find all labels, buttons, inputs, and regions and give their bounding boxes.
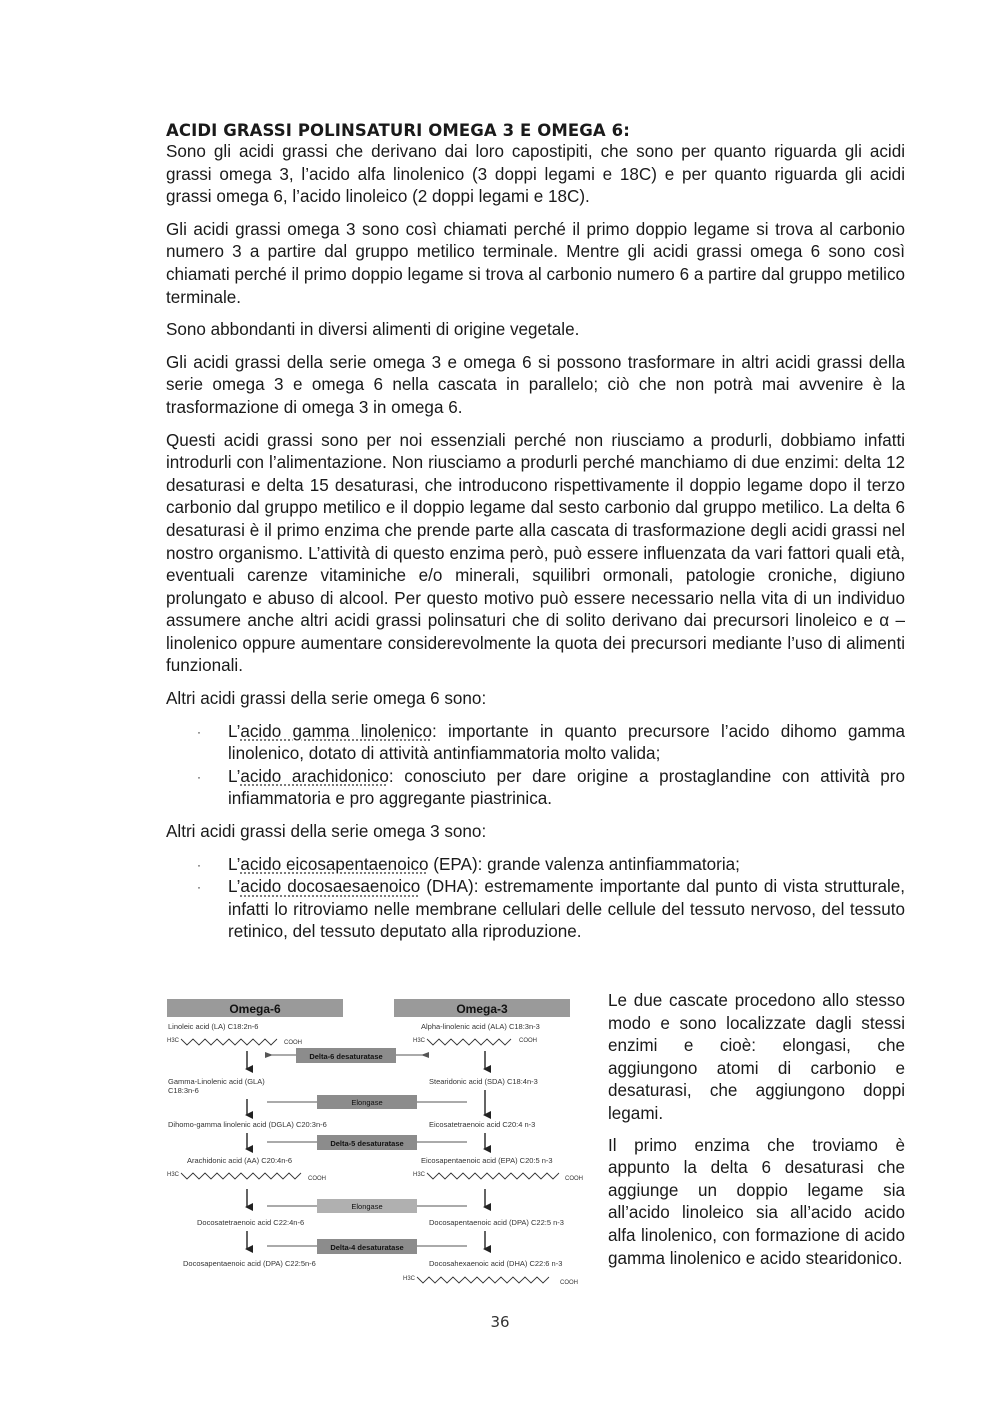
omega6-step-la: Linoleic acid (LA) C18:2n-6 <box>168 1022 259 1031</box>
omega3-header: Omega-3 <box>456 1002 508 1016</box>
list-item <box>166 766 905 811</box>
paragraph-1: Sono gli acidi grassi che derivano dai loro capostipiti, che sono per quanto riguarda gli acidi grassi omega 3, l’acido alfa linolenico (3 doppi legami e 18C) e per quanto riguarda gli acidi grassi omega 6, l’acido linoleico (2 doppi legami e 18C). <box>166 142 905 207</box>
omega6-intro: Altri acidi grassi della serie omega 6 sono: <box>166 689 487 709</box>
paragraph-2: Gli acidi grassi omega 3 sono così chiamati perché il primo doppio legame si trova al carbonio numero 3 a partire dal gruppo metilico terminale. Mentre gli acidi grassi omega 6 sono così chiamati perché il primo doppio legame si trova al carbonio numero 6 a partire dal gruppo metilico terminale. <box>166 219 905 307</box>
item-prefix: L’ <box>228 877 241 897</box>
dha-chain <box>417 1277 549 1283</box>
item-text: (EPA): grande valenza antinfiammatoria; <box>428 854 740 874</box>
omega3-step-sda: Stearidonic acid (SDA) C18:4n-3 <box>429 1077 538 1086</box>
fatty-acid-cascade-diagram <box>167 993 591 1292</box>
methyl-label: H3C <box>413 1038 426 1044</box>
methyl-label: H3C <box>413 1172 426 1178</box>
paragraph-3: Sono abbondanti in diversi alimenti di origine vegetale. <box>166 320 580 340</box>
omega3-step-ala: Alpha-linolenic acid (ALA) C18:3n-3 <box>421 1022 540 1031</box>
bullet: · <box>197 857 201 872</box>
item-text: : importante in quanto precursore l’acido dihomo gamma linolenico, dotato di attività antinfiammatoria molto valida; <box>228 721 905 764</box>
item-prefix: L’ <box>228 721 241 741</box>
omega6-step-gla: Gamma-Linolenic acid (GLA) <box>168 1077 265 1086</box>
carboxyl-label: COOH <box>519 1038 537 1044</box>
methyl-label: H3C <box>167 1038 180 1044</box>
glossary-link[interactable]: acido eicosapentaenoico <box>240 854 429 874</box>
omega6-step-dgla: Dihomo-gamma linolenic acid (DGLA) C20:3n-6 <box>168 1120 327 1129</box>
enzyme-elongase-1: Elongase <box>351 1098 383 1107</box>
carboxyl-label: COOH <box>565 1176 583 1182</box>
omega6-step-aa: Arachidonic acid (AA) C20:4n-6 <box>187 1156 293 1165</box>
page-number: 36 <box>490 1313 510 1331</box>
bullet: · <box>197 769 201 784</box>
omega6-step-gla-formula: C18:3n-6 <box>168 1086 199 1095</box>
item-text: (DHA): estremamente importante dal punto di vista strutturale, infatti lo ritroviamo nelle membrane cellulari delle cellule del tessuto nervoso, del tessuto retinico, del tessuto deputato alla riproduzione. <box>228 877 906 942</box>
ala-chain <box>427 1039 511 1045</box>
carboxyl-label: COOH <box>284 1040 302 1046</box>
omega3-step-dha: Docosahexaenoic acid (DHA) C22:6 n-3 <box>429 1259 563 1268</box>
omega3-intro: Altri acidi grassi della serie omega 3 sono: <box>166 822 487 842</box>
glossary-link[interactable]: acido gamma linolenico <box>240 721 432 741</box>
omega6-step-dpa: Docosapentaenoic acid (DPA) C22:5n-6 <box>183 1259 316 1268</box>
omega3-step-dpa: Docosapentaenoic acid (DPA) C22:5 n-3 <box>429 1218 564 1227</box>
enzyme-delta6: Delta-6 desaturatase <box>309 1052 383 1061</box>
carboxyl-label: COOH <box>560 1280 578 1286</box>
omega6-step-adrenic: Docosatetraenoic acid C22:4n-6 <box>197 1218 305 1227</box>
omega3-list <box>166 854 905 944</box>
enzyme-delta4: Delta-4 desaturatase <box>330 1243 404 1252</box>
bullet: · <box>197 724 201 739</box>
paragraph-4: Gli acidi grassi della serie omega 3 e omega 6 si possono trasformare in altri acidi grassi della serie omega 3 e omega 6 nella cascata in parallelo; ciò che non potrà mai avvenire è la trasformazione di omega 3 in omega 6. <box>166 352 905 417</box>
glossary-link[interactable]: acido arachidonico <box>240 766 389 786</box>
item-text: : conosciuto per dare origine a prostaglandine con attività pro infiammatoria e pro aggregante piastrinica. <box>228 766 905 809</box>
list-item <box>166 876 905 944</box>
omega6-list <box>166 721 905 811</box>
carboxyl-label: COOH <box>308 1176 326 1182</box>
methyl-label: H3C <box>403 1276 416 1282</box>
bullet: · <box>197 880 201 895</box>
la-chain <box>181 1039 277 1045</box>
item-prefix: L’ <box>228 766 241 786</box>
side-paragraph-2: Il primo enzima che troviamo è appunto la delta 6 desaturasi che aggiunge un doppio legame sia all’acido linoleico sia all’acido acido alfa linolenico, con formazione di acido gamma linolenico e acido stearidonico. <box>608 1135 905 1268</box>
omega6-header: Omega-6 <box>229 1002 281 1016</box>
side-text <box>608 990 905 1279</box>
section-heading: ACIDI GRASSI POLINSATURI OMEGA 3 E OMEGA 6: <box>166 121 630 140</box>
paragraph-5: Questi acidi grassi sono per noi essenziali perché non riusciamo a produrli, dobbiamo infatti introdurli con l’alimentazione. Non riusciamo a produrli perché manchiamo di due enzimi: delta 12 desaturasi e delta 15 desaturasi, che introducono rispettivamente il doppio legame dopo il terzo carbonio dal gruppo metilico e il doppio legame dal sesto carbonio dal gruppo metilico. La delta 6 desaturasi è il primo enzima che prende parte alla cascata di trasformazione degli acidi grassi nel nostro organismo. L’attività di questo enzima però, può essere influenzata da vari fattori quali età, eventuali carenze vitaminiche e/o minerali, squilibri ormonali, patologie croniche, digiuno prolungato e abuso di alcool. Per questo motivo può essere necessario nella vita di un individuo assumere anche altri acidi grassi polinsaturi che di solito derivano dai precursori linoleico e α – linolenico oppure aumentare considerevolmente la quota dei precursori mediante l’uso di alimenti funzionali. <box>166 430 905 676</box>
item-prefix: L’ <box>228 854 241 874</box>
omega3-step-epa: Eicosapentaenoic acid (EPA) C20:5 n-3 <box>421 1156 553 1165</box>
aa-chain <box>181 1173 301 1179</box>
methyl-label: H3C <box>167 1172 180 1178</box>
list-item <box>166 721 905 766</box>
enzyme-delta5: Delta-5 desaturatase <box>330 1139 404 1148</box>
omega3-step-eta: Eicosatetraenoic acid C20:4 n-3 <box>429 1120 536 1129</box>
glossary-link[interactable]: acido docosaesaenoico <box>240 877 421 897</box>
main-text <box>166 121 905 954</box>
side-paragraph-1: Le due cascate procedono allo stesso modo e sono localizzate dagli stessi enzimi e cioè: elongasi, che aggiungono atomi di carbonio e desaturasi, che aggiungono doppi legami. <box>608 991 905 1123</box>
epa-chain <box>427 1173 559 1179</box>
list-item <box>166 854 905 877</box>
enzyme-elongase-2: Elongase <box>351 1202 383 1211</box>
